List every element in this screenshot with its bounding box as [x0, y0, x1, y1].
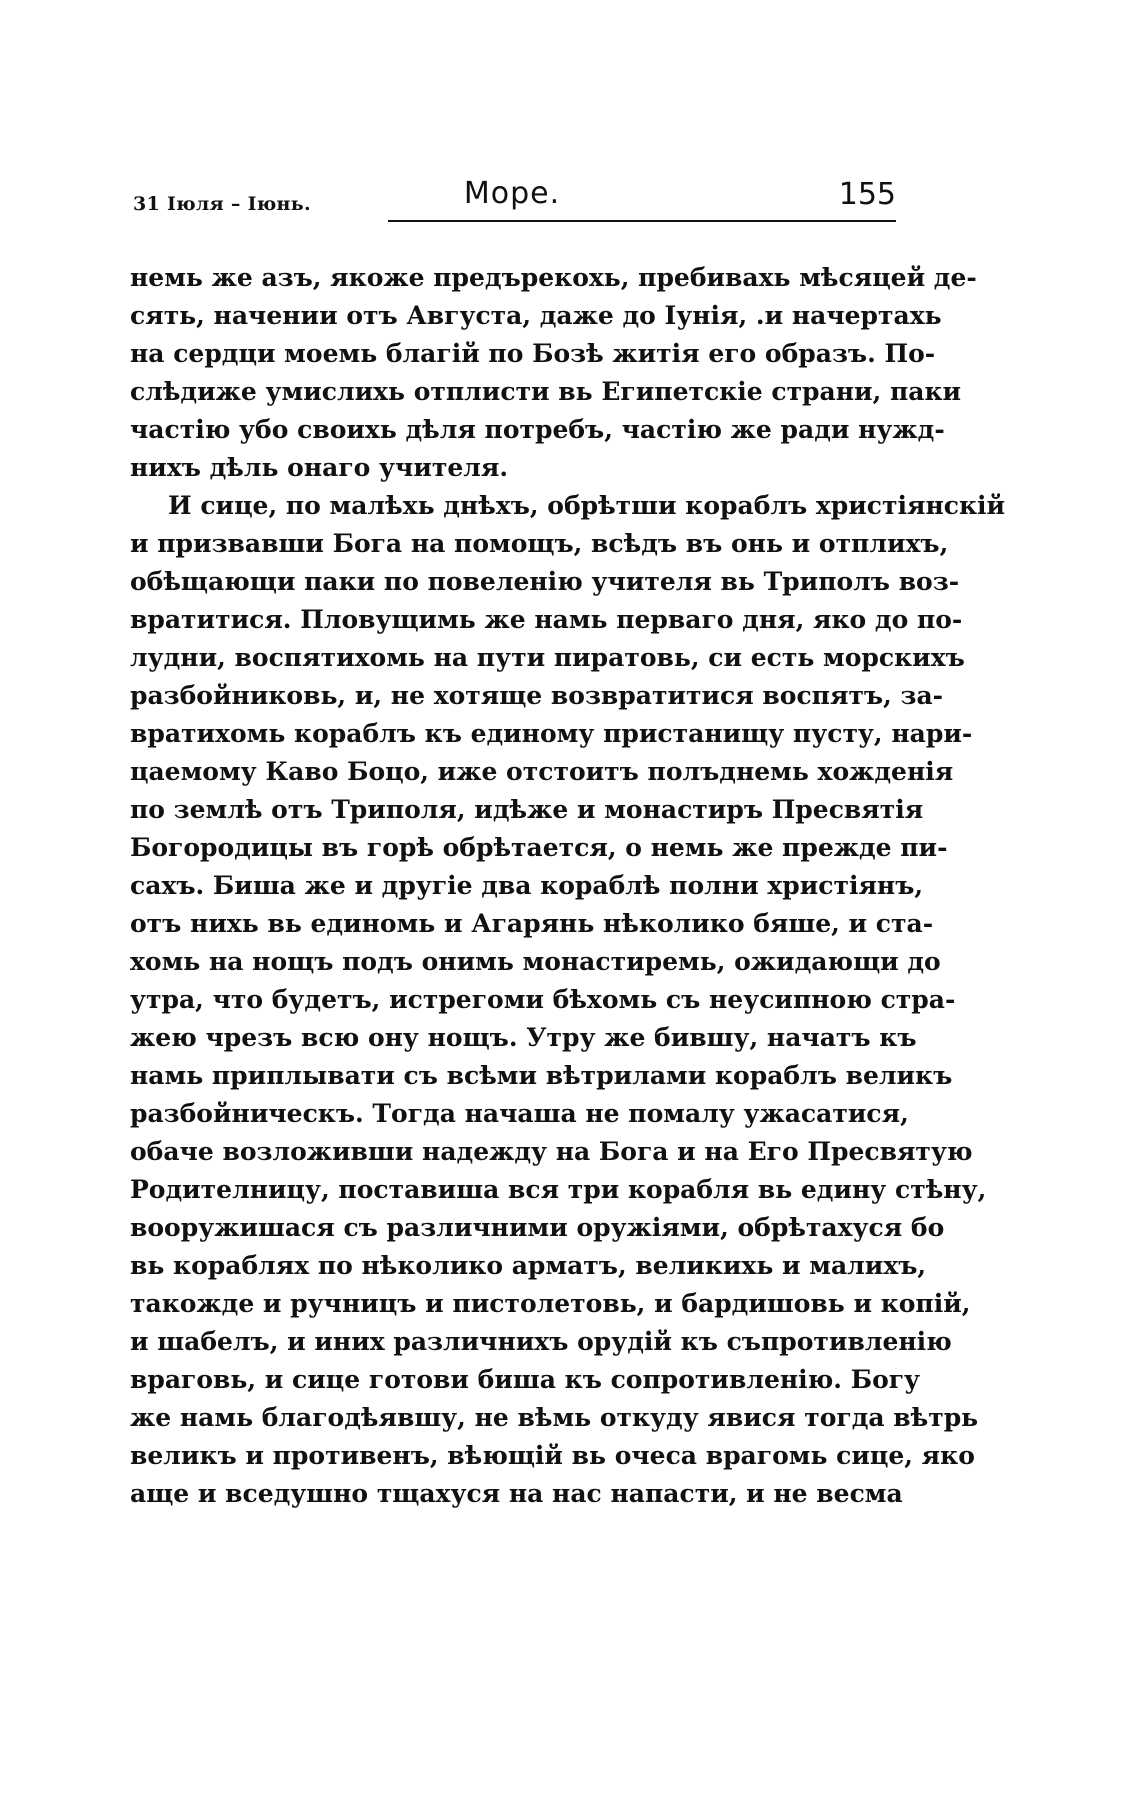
text-line: разбойническъ. Тогда начаша не помалу ужасатися, [130, 1099, 909, 1128]
text-line: отъ нихь вь единомь и Агарянь нѣколико бяше, и ста- [130, 909, 934, 938]
page-number: 155 [838, 177, 896, 212]
text-line: и шабелъ, и иних различнихъ орудій къ съпротивленію [130, 1327, 952, 1356]
running-header [128, 176, 896, 226]
text-line: на сердци моемь благій по Бозѣ житія его образъ. По- [130, 339, 936, 368]
text-line: Родителницу, поставиша вся три корабля вь едину стѣну, [130, 1175, 987, 1204]
text-line: хомь на нощъ подъ онимь монастиремь, ожидающи до [130, 947, 941, 976]
text-line: по землѣ отъ Триполя, идѣже и монастиръ Пресвятія [130, 795, 924, 824]
text-line: слѣдиже умислихь отплисти вь Египетскіе страни, паки [130, 377, 962, 406]
text-line: вратитися. Пловущимь же намь перваго дня, яко до по- [130, 605, 963, 634]
text-line: немь же азъ, якоже предърекохь, пребивахь мѣсяцей де- [130, 263, 977, 292]
text-line: враговь, и сице готови биша къ сопротивленію. Богу [130, 1365, 921, 1394]
text-line: аще и вседушно тщахуся на нас напасти, и не весма [130, 1479, 903, 1508]
text-line: сять, начении отъ Августа, даже до Іунія, .и начертахь [130, 301, 942, 330]
text-line: обѣщающи паки по повеленію учителя вь Триполъ воз- [130, 567, 960, 596]
header-title: Море. [463, 176, 561, 211]
header-rule [388, 220, 896, 222]
text-line: разбойниковь, и, не хотяще возвратитися воспятъ, за- [130, 681, 944, 710]
text-line: вооружишася съ различними оружіями, обрѣтахуся бо [130, 1213, 945, 1242]
text-line: такожде и ручницъ и пистолетовь, и бардишовь и копій, [130, 1289, 971, 1318]
text-line: цаемому Каво Боцо, иже отстоитъ полъднемь хожденія [130, 757, 954, 786]
text-line: частію убо своихь дѣля потребъ, частію же ради нужд- [130, 415, 945, 444]
body-text [130, 259, 1006, 1513]
text-line: утра, что будетъ, истрегоми бѣхомь съ неусипною стра- [130, 985, 956, 1014]
text-line: великъ и противенъ, вѣющій вь очеса врагомь сице, яко [130, 1441, 975, 1470]
text-line: вь кораблях по нѣколико арматъ, великихь и малихъ, [130, 1251, 927, 1280]
text-line: намь приплывати съ всѣми вѣтрилами кораблъ великъ [130, 1061, 953, 1090]
text-line: лудни, воспятихомь на пути пиратовь, си есть морскихъ [130, 643, 965, 672]
text-line: вратихомь кораблъ къ единому пристанищу пусту, нари- [130, 719, 973, 748]
text-line: нихъ дѣль онаго учителя. [130, 453, 509, 482]
text-line: Богородицы въ горѣ обрѣтается, о немь же прежде пи- [130, 833, 948, 862]
text-line: же намь благодѣявшу, не вѣмь откуду явися тогда вѣтрь [130, 1403, 979, 1432]
text-line: обаче возложивши надежду на Бога и на Его Пресвятую [130, 1137, 973, 1166]
header-date-range: 31 Іюля – Іюнь. [133, 193, 311, 215]
text-line: И сице, по малѣхь днѣхъ, обрѣтши кораблъ христіянскій [168, 491, 1006, 520]
text-line: жею чрезъ всю ону нощъ. Утру же бившу, начатъ къ [130, 1023, 917, 1052]
text-line: сахъ. Биша же и другіе два кораблѣ полни христіянъ, [130, 871, 924, 900]
text-line: и призвавши Бога на помощъ, вcѣдъ въ онь и отплихъ, [130, 529, 949, 558]
